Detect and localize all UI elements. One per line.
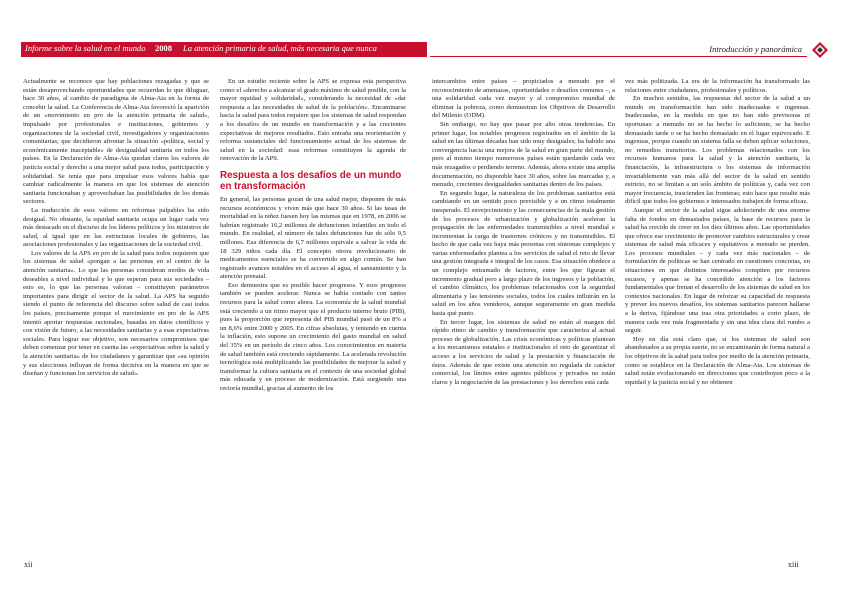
paragraph: Hoy en día está claro que, si los sistemas de salud son abandonados a su propia suerte, no se encaminarán de forma natural a los objetivos de la salud para todos por medio de la atención primaria, como se establece en la Declaración de Alma-Ata. Los sistemas de salud están evolucionando en direcciones que contribuyen poco a la equidad y la justicia social y no obtienen xyxy=(625,335,810,386)
paragraph: En un estudio reciente sobre la APS se expresa esta perspectiva como el «derecho a alcanzar el grado máximo de salud posible, con la mayor equidad y solidaridad», considerando la necesidad de «dar respuesta a las necesidades de salud de la población». Encaminarse hacia la salud para todos requiere que los sistemas de salud respondan a los desafíos de un mundo en transformación y a las crecientes expectativas de mejores resultados. Esto entraña una reorientación y reforma sustanciales del funcionamiento actual de los sistemas de salud en la sociedad: esas reformas constituyen la agenda de renovación de la APS. xyxy=(220,78,406,163)
section-heading: Respuesta a los desafíos de un mundo en transformación xyxy=(220,169,402,192)
paragraph: Sin embargo, no hay que pasar por alto otras tendencias. En primer lugar, los notables progresos registrados en el ámbito de la salud en las últimas décadas han sido muy desiguales; ha habido una convergencia hacia una mejora de la salud en gran parte del mundo, pero al mismo tiempo numerosos países están quedando cada vez más rezagados o perdiendo terreno. Además, ahora existe una amplia documentación, no disponible hace 30 años, sobre las marcadas y, a menudo, crecientes desigualdades sanitarias dentro de los países. xyxy=(432,120,615,189)
paragraph: intercambios entre países – propiciados a menudo por el reconocimiento de amenazas, oportunidades o desafíos comunes –, a una solidaridad cada vez mayor y al compromiso mundial de eliminar la pobreza, como demuestran los Objetivos de Desarrollo del Milenio (ODM). xyxy=(432,78,615,120)
report-year: 2008 xyxy=(155,43,172,53)
column-3 xyxy=(432,78,615,387)
paragraph: Los valores de la APS en pro de la salud para todos requieren que los sistemas de salud «pongan a las personas en el centro de la atención sanitaria». Lo que las personas consideran modos de vida deseables a nivel individual y lo que esperan para sus sociedades – esto es, lo que las personas valoran – constituyen parámetros importantes para dirigir el sector de la salud. La APS ha seguido siendo el punto de referencia del discurso sobre salud de casi todos los países, precisamente porque el movimiento en pro de la APS intentó aportar respuestas racionales, basadas en datos científicos y con visión de futuro, a las necesidades sanitarias y a esas expectativas sociales. Para lograr ese objetivo, son necesarios compromisos que deben comenzar por tener en cuenta las «expectativas sobre la salud y la atención sanitaria» de los ciudadanos y garantizar que «su opinión y sus elecciones influyan de forma decisiva en la manera en que se diseñan y funcionan los servicios de salud». xyxy=(23,249,209,378)
column-4 xyxy=(625,78,810,387)
right-header-rule xyxy=(430,56,807,57)
paragraph: En segundo lugar, la naturaleza de los problemas sanitarios está cambiando en un sentido poco previsible y a un ritmo totalmente inesperado. El envejecimiento y las consecuencias de la mala gestión de los procesos de urbanización y globalización aceleran la propagación de las enfermedades transmisibles a nivel mundial e incrementan la carga de trastornos crónicos y no transmisibles. El hecho de que cada vez haya más personas con síntomas complejos y varias enfermedades plantea a los servicios de salud el reto de llevar una gestión integrada e integral de los casos. Esa situación obedece a un complejo entramado de factores, entre los que figuran el incremento gradual pero a largo plazo de los ingresos y la población, el cambio climático, los problemas relacionados con la seguridad alimentaria y las tensiones sociales, todos los cuales influirán en la salud en los años venideros, aunque seguramente en gran medida hasta qué punto. xyxy=(432,189,615,318)
paragraph: En muchos sentidos, las respuestas del sector de la salud a un mundo en transformación han sido inadecuadas e ingenuas. Inadecuadas, en la medida en que no han sido previsoras ni oportunas: a menudo no se ha hecho lo suficiente, se ha hecho demasiado tarde o se ha hecho demasiado en el lugar equivocado. E ingenuas, porque cuando un sistema falla se deben aplicar soluciones, no remedios transitorios. Los problemas relacionados con los recursos humanos para la salud y la atención sanitaria, la financiación, la infraestructura o los sistemas de información invariablemente van más allá del sector de la salud en sentido estricto, no se limitan a un solo ámbito de políticas y, cada vez con mayor frecuencia, trascienden las fronteras; esto hace que resulte más difícil que todos los gobiernos e interesados trabajen de forma eficaz. xyxy=(625,95,810,206)
column-2 xyxy=(220,78,406,394)
paragraph: Eso demuestra que es posible hacer progresos. Y esos progresos también se pueden acelerar. Nunca se había contado con tantos recursos para la salud como ahora. La economía de la salud mundial está creciendo a un ritmo mayor que el producto interno bruto (PIB), pues la proporción que representa del PIB mundial pasó de un 8% a un 8,6% entre 2000 y 2005. En cifras absolutas, y teniendo en cuenta la inflación, esto supone un crecimiento del gasto mundial en salud del 35% en un período de cinco años. Los conocimientos en materia de salud también está creciendo rápidamente. La acelerada revolución tecnológica está multiplicando las posibilidades de mejorar la salud y transformar la cultura sanitaria en el contexto de una sociedad global más educada y en proceso de modernización. Está surgiendo una rectoría mundial, gracias al aumento de los xyxy=(220,281,406,392)
page-number-left: xii xyxy=(24,560,33,569)
column-1 xyxy=(23,78,209,379)
paragraph: Actualmente se reconoce que hay poblaciones rezagadas y que se están desaprovechando oportunidades que recuerdan lo que diluguar, hace 30 años, al cambio de paradigma de Alma-Ata en la forma de concebir la salud. La Conferencia de Alma-Ata favoreció la aparición de un «movimiento en pro de la atención primaria de salud», impulsado por profesionales e instituciones, gobiernos y organizaciones de la sociedad civil, investigadores y organizaciones comunitarias, que decidieron afrontar la situación «política, social y económicamente inaceptable» de desigualdad sanitaria en todos los países. En la Declaración de Alma-Ata quedan claros los valores de justicia social y derecho a una mejor salud para todos, participación y solidaridad. Se tenía que para impulsar esos valores había que cambiar radicalmente la manera en que los sistemas de atención sanitaria funcionaban y aprovechaban las posibilidades de los demás sectores. xyxy=(23,78,209,206)
report-title: Informe sobre la salud en el mundo xyxy=(25,43,146,53)
paragraph: En tercer lugar, los sistemas de salud no están al margen del rápido ritmo de cambio y transformación que caracteriza al actual proceso de globalización. Las crisis económicas y políticas plantean a los mecanismos estatales e institucionales el reto de garantizar el acceso a los servicios de salud y la prestación y financiación de éstos. Además de que existe una atención no regulada de carácter comercial, los límites entre agentes públicos y privados no están claros y la negociación de las prestaciones y los derechos está cada xyxy=(432,318,615,386)
chapter-title: Introducción y panorámica xyxy=(709,44,802,54)
paragraph: vez más politizada. La era de la información ha transformado las relaciones entre ciudadanos, profesionales y políticos. xyxy=(625,78,810,94)
left-header-band xyxy=(21,42,427,57)
paragraph: En general, las personas gozan de una salud mejor, disponen de más recursos económicos y viven más que hace 30 años. Si las tasas de mortalidad en la niñez fuesen hoy las mismas que en 1978, en 2006 se habrían registrado 16,2 millones de defunciones infantiles en todo el mundo. En realidad, el número de tales defunciones fue de sólo 9,5 millones. Esa diferencia de 6,7 millones equivale a salvar la vida de 18 329 niños cada día. El concepto otrora revolucionario de medicamentos esenciales se ha convertido en algo común. Se han registrado avances notables en el acceso al agua, el saneamiento y la atención prenatal. xyxy=(220,195,406,281)
paragraph: La traducción de esos valores en reformas palpables ha sido desigual. No obstante, la equidad sanitaria ocupa un lugar cada vez más destacado en el discurso de los líderes políticos y los ministros de salud, al igual que en las estructuras locales de gobierno, las asociaciones profesionales y las organizaciones de la sociedad civil. xyxy=(23,206,209,249)
report-subtitle: La atención primaria de salud, más necesaria que nunca xyxy=(183,43,377,53)
paragraph: Aunque el sector de la salud sigue adoleciendo de una enorme falta de fondos en demasiados países, la base de recursos para la salud ha crecido de creer en los diez últimos años. Las oportunidades que ofrece ese crecimiento de promover cambios estructurales y crear sistemas de salud más eficaces y equitativos a menudo se pierden. Los procesos mundiales – y cada vez más nacionales – de formulación de políticas se han centrado en cuestiones concretas, en situaciones en que distintos interesados compiten por recursos escasos, y apenas se ha concedido atención a los factores fundamentales que frenan el desarrollo de los sistemas de salud en los contextos nacionales. En lugar de reforzar su capacidad de respuesta y prever los nuevos desafíos, los sistemas sanitarios parecen hallarse a la deriva, fijándose una tras otra prioridades a corto plazo, de manera cada vez más fragmentada y sin una idea clara del rumbo a seguir. xyxy=(625,206,810,335)
who-logo-icon xyxy=(812,42,828,58)
page-number-right: xiii xyxy=(788,560,799,569)
